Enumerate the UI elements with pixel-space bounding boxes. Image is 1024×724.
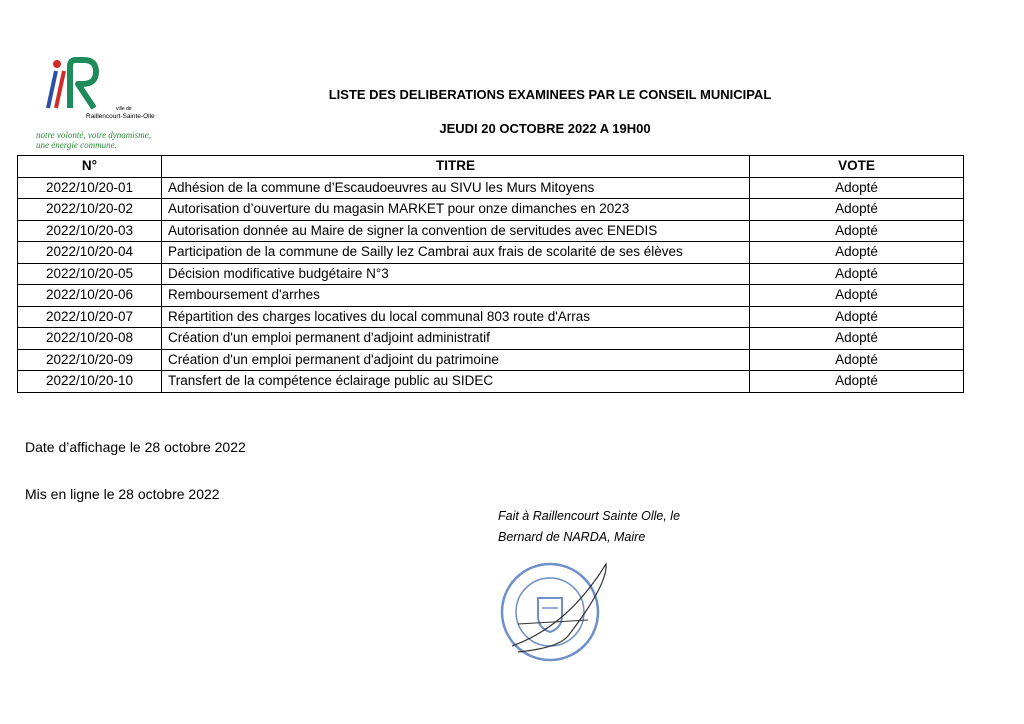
table-row (18, 306, 964, 328)
row-vote: Adopté (750, 177, 964, 199)
header-num: N° (18, 156, 162, 178)
row-vote: Adopté (750, 328, 964, 350)
row-num: 2022/10/20-05 (18, 263, 162, 285)
row-titre: Autorisation d’ouverture du magasin MARKET pour onze dimanches en 2023 (162, 199, 750, 221)
row-num: 2022/10/20-01 (18, 177, 162, 199)
row-vote: Adopté (750, 285, 964, 307)
row-vote: Adopté (750, 263, 964, 285)
row-titre: Transfert de la compétence éclairage public au SIDEC (162, 371, 750, 393)
signature-place: Fait à Raillencourt Sainte Olle, le (498, 509, 681, 523)
header-vote: VOTE (750, 156, 964, 178)
logo-tagline (36, 130, 176, 150)
row-vote: Adopté (750, 242, 964, 264)
online-date: Mis en ligne le 28 octobre 2022 (25, 486, 220, 502)
row-titre: Participation de la commune de Sailly lez Cambrai aux frais de scolarité de ses élèves (162, 242, 750, 264)
table-row (18, 349, 964, 371)
row-num: 2022/10/20-04 (18, 242, 162, 264)
table-header-row (18, 156, 964, 178)
row-num: 2022/10/20-08 (18, 328, 162, 350)
table-row (18, 220, 964, 242)
row-titre: Remboursement d'arrhes (162, 285, 750, 307)
row-vote: Adopté (750, 371, 964, 393)
row-titre: Répartition des charges locatives du local communal 803 route d'Arras (162, 306, 750, 328)
row-titre: Adhésion de la commune d’Escaudoeuvres au SIVU les Murs Mitoyens (162, 177, 750, 199)
row-num: 2022/10/20-07 (18, 306, 162, 328)
meeting-date: JEUDI 20 OCTOBRE 2022 A 19H00 (439, 121, 651, 136)
row-titre: Création d'un emploi permanent d'adjoint du patrimoine (162, 349, 750, 371)
table-row (18, 285, 964, 307)
tagline-line-1: notre volonté, votre dynamisme, (36, 130, 152, 140)
row-num: 2022/10/20-02 (18, 199, 162, 221)
row-vote: Adopté (750, 220, 964, 242)
signatory-name: Bernard de NARDA, Maire (498, 530, 646, 544)
row-num: 2022/10/20-06 (18, 285, 162, 307)
official-stamp-icon (498, 556, 628, 666)
row-vote: Adopté (750, 306, 964, 328)
header-titre: TITRE (162, 156, 750, 178)
table-row (18, 328, 964, 350)
logo-ville-label: ville de (116, 106, 132, 112)
logo-town-name: Raillencourt-Sainte-Olle (86, 113, 155, 120)
row-titre: Décision modificative budgétaire N°3 (162, 263, 750, 285)
table-row (18, 242, 964, 264)
row-vote: Adopté (750, 349, 964, 371)
document-title: LISTE DES DELIBERATIONS EXAMINEES PAR LE CONSEIL MUNICIPAL (328, 87, 772, 102)
row-num: 2022/10/20-09 (18, 349, 162, 371)
logo-ir-mark-icon (36, 56, 116, 116)
table-row (18, 371, 964, 393)
table-row (18, 263, 964, 285)
posting-date: Date d’affichage le 28 octobre 2022 (25, 439, 246, 455)
table-row (18, 177, 964, 199)
row-titre: Création d'un emploi permanent d'adjoint administratif (162, 328, 750, 350)
row-vote: Adopté (750, 199, 964, 221)
table-row (18, 199, 964, 221)
tagline-line-2: une énergie commune. (36, 140, 117, 150)
row-num: 2022/10/20-03 (18, 220, 162, 242)
deliberations-table (17, 155, 964, 393)
row-titre: Autorisation donnée au Maire de signer la convention de servitudes avec ENEDIS (162, 220, 750, 242)
row-num: 2022/10/20-10 (18, 371, 162, 393)
